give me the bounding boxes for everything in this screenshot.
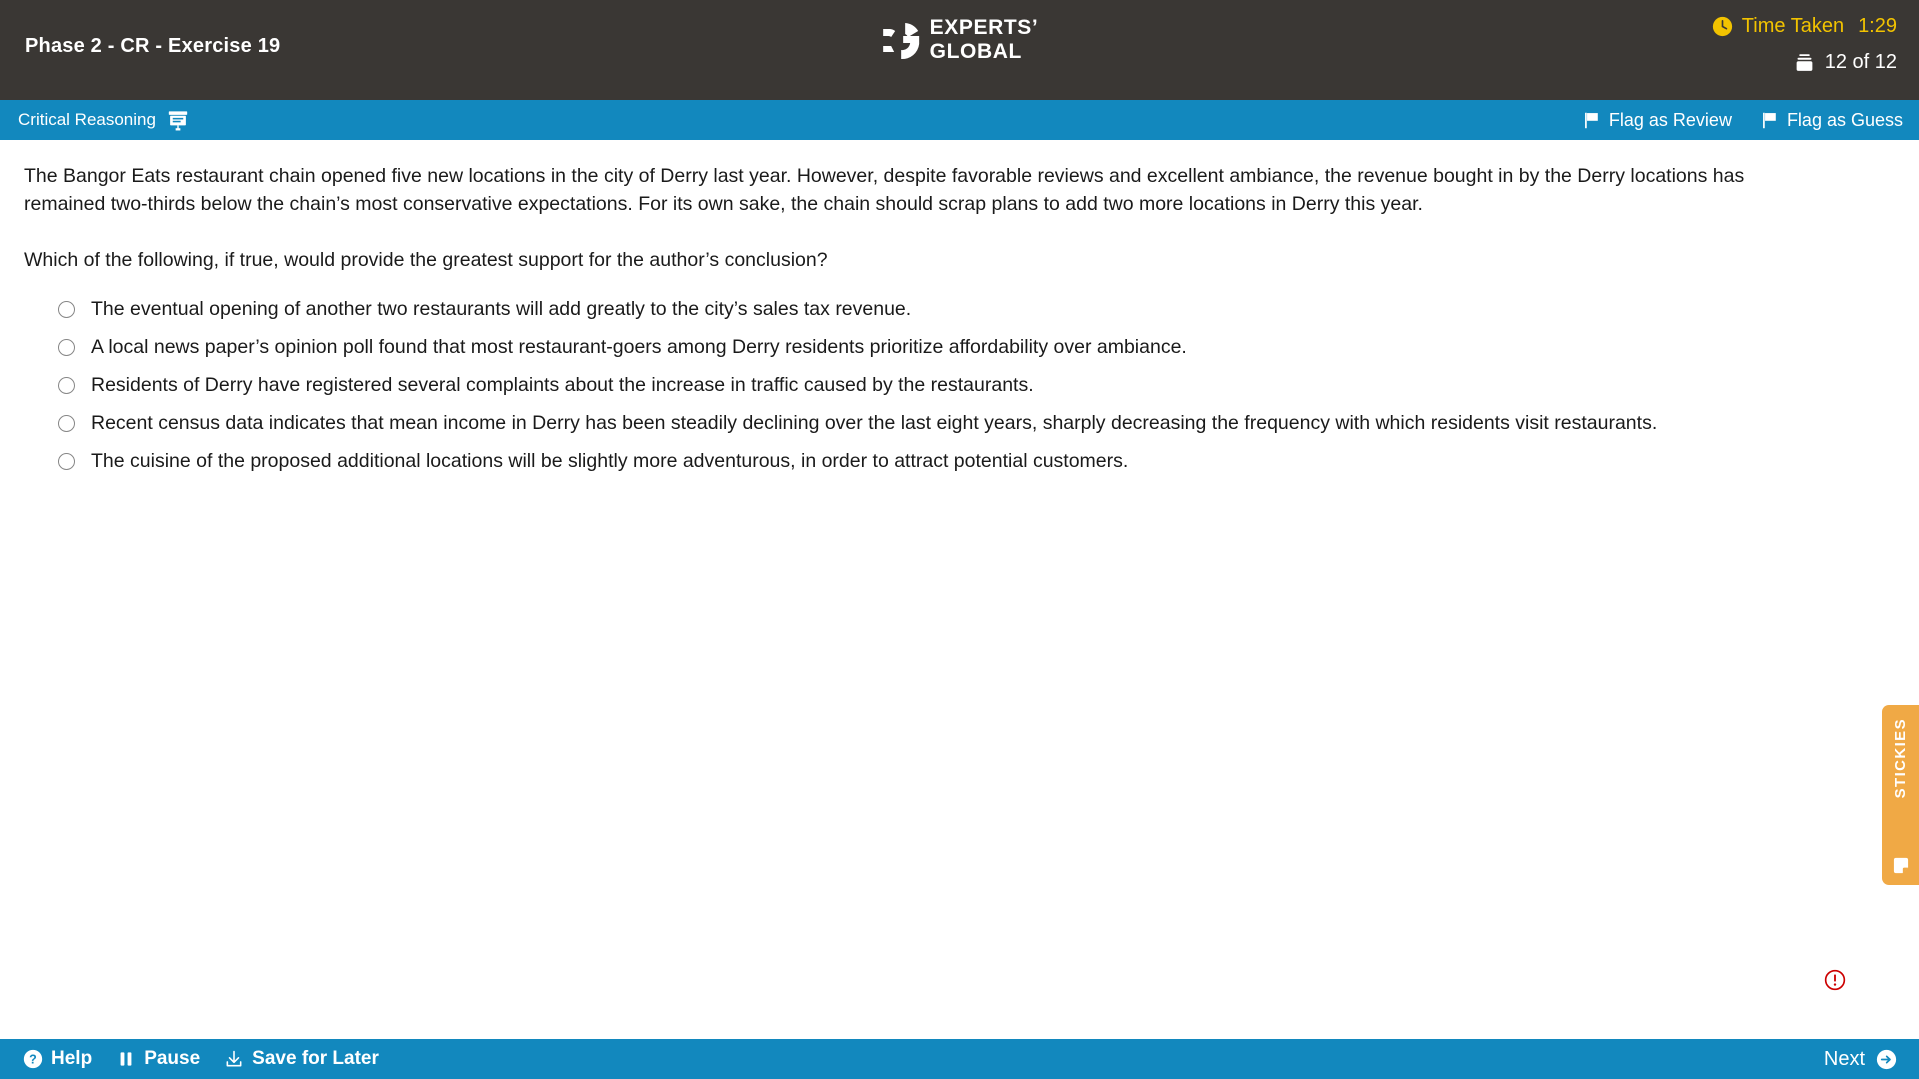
answer-options — [24, 296, 1895, 486]
timer — [1712, 12, 1897, 40]
help-label: Help — [51, 1048, 93, 1069]
top-header — [0, 0, 1919, 100]
stack-icon — [1794, 52, 1815, 73]
radio-button-4[interactable] — [58, 415, 75, 432]
stickies-panel-toggle[interactable] — [1882, 705, 1919, 885]
clock-icon — [1712, 16, 1733, 37]
question-stem: Which of the following, if true, would provide the greatest support for the author’s conclusion? — [24, 249, 828, 271]
flag-as-guess-button[interactable] — [1762, 110, 1903, 131]
flag-icon — [1584, 112, 1600, 129]
timer-value: 1:29 — [1858, 14, 1897, 37]
exclamation-circle-icon[interactable] — [1824, 969, 1846, 991]
save-for-later-label: Save for Later — [252, 1048, 379, 1069]
logo-text-line2: GLOBAL — [929, 40, 1022, 63]
question-progress-value: 12 of 12 — [1824, 50, 1897, 73]
arrow-right-circle-icon — [1876, 1049, 1897, 1070]
logo-text-line1: EXPERTS’ — [929, 16, 1039, 39]
page-title: Phase 2 - CR - Exercise 19 — [25, 35, 281, 57]
answer-option-label-1: The eventual opening of another two restaurants will add greatly to the city’s sales tax revenue. — [91, 298, 912, 320]
pause-button[interactable] — [116, 1048, 200, 1070]
answer-option-4[interactable] — [24, 410, 1895, 448]
pause-icon — [116, 1049, 136, 1069]
passage-text: The Bangor Eats restaurant chain opened five new locations in the city of Derry last year. However, despite favorable reviews and excellent ambiance, the revenue bought in by the Derry locations has remained two-thirds below the chain’s most conservative expectations. For its own sake, the chain should scrap plans to add two more locations in Derry this year. — [24, 165, 1745, 215]
answer-option-label-2: A local news paper’s opinion poll found that most restaurant-goers among Derry residents prioritize affordability over ambiance. — [91, 336, 1187, 358]
svg-text:?: ? — [29, 1052, 37, 1067]
answer-option-2[interactable] — [24, 334, 1895, 372]
answer-option-5[interactable] — [24, 448, 1895, 486]
save-for-later-button[interactable] — [224, 1048, 379, 1070]
timer-label: Time Taken — [1741, 14, 1845, 37]
next-button[interactable] — [1824, 1039, 1897, 1079]
flag-icon — [1762, 112, 1778, 129]
flag-as-review-label: Flag as Review — [1608, 109, 1732, 130]
header-meta — [1712, 12, 1897, 77]
answer-option-3[interactable] — [24, 372, 1895, 410]
download-icon — [224, 1049, 244, 1069]
question-progress — [1712, 47, 1897, 77]
section-identity — [18, 100, 189, 140]
question-area — [0, 140, 1919, 1039]
pause-label: Pause — [144, 1048, 201, 1069]
next-label: Next — [1823, 1047, 1865, 1070]
footer-actions — [23, 1039, 379, 1079]
experts-global-g-mark-icon — [881, 19, 921, 61]
answer-option-label-3: Residents of Derry have registered several complaints about the increase in traffic caused by the restaurants. — [91, 374, 1034, 396]
presentation-board-icon[interactable] — [167, 110, 189, 131]
flag-as-guess-label: Flag as Guess — [1786, 109, 1903, 130]
flag-as-review-button[interactable] — [1584, 110, 1732, 131]
radio-button-1[interactable] — [58, 301, 75, 318]
stickies-label: STICKIES — [1892, 718, 1909, 799]
radio-button-5[interactable] — [58, 453, 75, 470]
sticky-note-icon — [1891, 856, 1911, 876]
footer-toolbar — [0, 1039, 1919, 1079]
brand-logo — [881, 17, 1039, 62]
section-name: Critical Reasoning — [18, 110, 156, 129]
radio-button-3[interactable] — [58, 377, 75, 394]
help-button[interactable] — [23, 1048, 92, 1070]
answer-option-label-5: The cuisine of the proposed additional locations will be slightly more adventurous, in order to attract potential customers. — [91, 450, 1129, 472]
section-toolbar — [0, 100, 1919, 140]
flag-actions — [1584, 100, 1903, 140]
answer-option-label-4: Recent census data indicates that mean income in Derry has been steadily declining over the last eight years, sharply decreasing the frequency with which residents visit restaurants. — [91, 412, 1658, 434]
answer-option-1[interactable] — [24, 296, 1895, 334]
radio-button-2[interactable] — [58, 339, 75, 356]
question-circle-icon — [23, 1049, 43, 1069]
